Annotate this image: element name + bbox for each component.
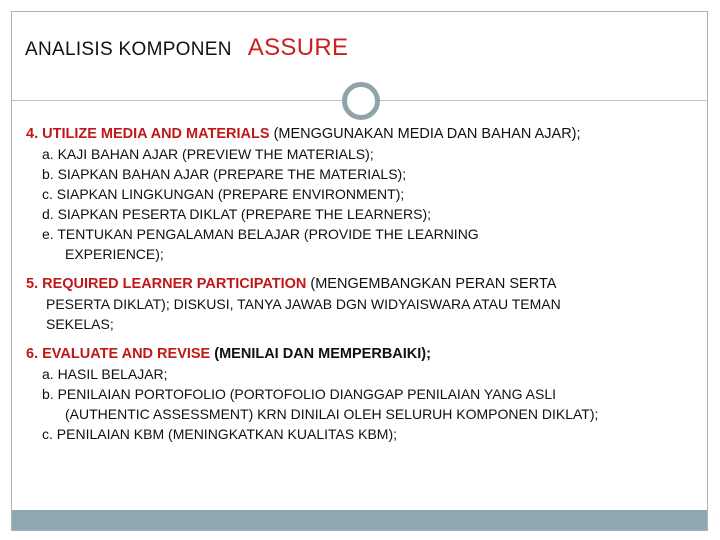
section-learner-participation (26, 274, 701, 334)
list-item: d. SIAPKAN PESERTA DIKLAT (PREPARE THE LEARNERS); (42, 206, 432, 222)
section-heading (26, 274, 701, 294)
slide-content (26, 124, 701, 454)
list-item: a. HASIL BELAJAR; (42, 366, 168, 382)
section-utilize-media (26, 124, 701, 264)
section-heading-keyword: 5. REQUIRED LEARNER PARTICIPATION (26, 276, 307, 292)
section-continuation: PESERTA DIKLAT); DISKUSI, TANYA JAWAB DGN WIDYAISWARA ATAU TEMAN (46, 296, 561, 312)
section-heading-keyword: 4. UTILIZE MEDIA AND MATERIALS (26, 126, 270, 142)
list-item: b. PENILAIAN PORTOFOLIO (PORTOFOLIO DIANGGAP PENILAIAN YANG ASLI (42, 386, 557, 402)
ring-ornament (342, 82, 380, 120)
slide-title (25, 34, 348, 62)
list-item: b. SIAPKAN BAHAN AJAR (PREPARE THE MATERIALS); (42, 166, 407, 182)
list-item-continuation: (AUTHENTIC ASSESSMENT) KRN DINILAI OLEH SELURUH KOMPONEN DIKLAT); (65, 406, 599, 422)
section-items (26, 364, 701, 444)
section-heading (26, 124, 701, 144)
section-evaluate-revise (26, 344, 701, 444)
list-item-continuation: EXPERIENCE); (65, 246, 164, 262)
slide-frame (11, 11, 708, 531)
section-heading-keyword: 6. EVALUATE AND REVISE (26, 346, 211, 362)
section-heading-paren: (MENGGUNAKAN MEDIA DAN BAHAN AJAR); (273, 126, 581, 142)
section-heading-paren: (MENGEMBANGKAN PERAN SERTA (310, 276, 557, 292)
footer-bar (12, 510, 707, 530)
section-continuation: SEKELAS; (46, 316, 114, 332)
section-items (26, 144, 701, 264)
title-accent: ASSURE (247, 34, 349, 61)
list-item: e. TENTUKAN PENGALAMAN BELAJAR (PROVIDE THE LEARNING (42, 226, 479, 242)
title-main: ANALISIS KOMPONEN (25, 39, 232, 60)
section-heading (26, 344, 701, 364)
section-heading-paren: (MENILAI DAN MEMPERBAIKI); (214, 346, 431, 362)
list-item: c. SIAPKAN LINGKUNGAN (PREPARE ENVIRONMENT); (42, 186, 405, 202)
list-item: a. KAJI BAHAN AJAR (PREVIEW THE MATERIALS); (42, 146, 374, 162)
list-item: c. PENILAIAN KBM (MENINGKATKAN KUALITAS KBM); (42, 426, 397, 442)
